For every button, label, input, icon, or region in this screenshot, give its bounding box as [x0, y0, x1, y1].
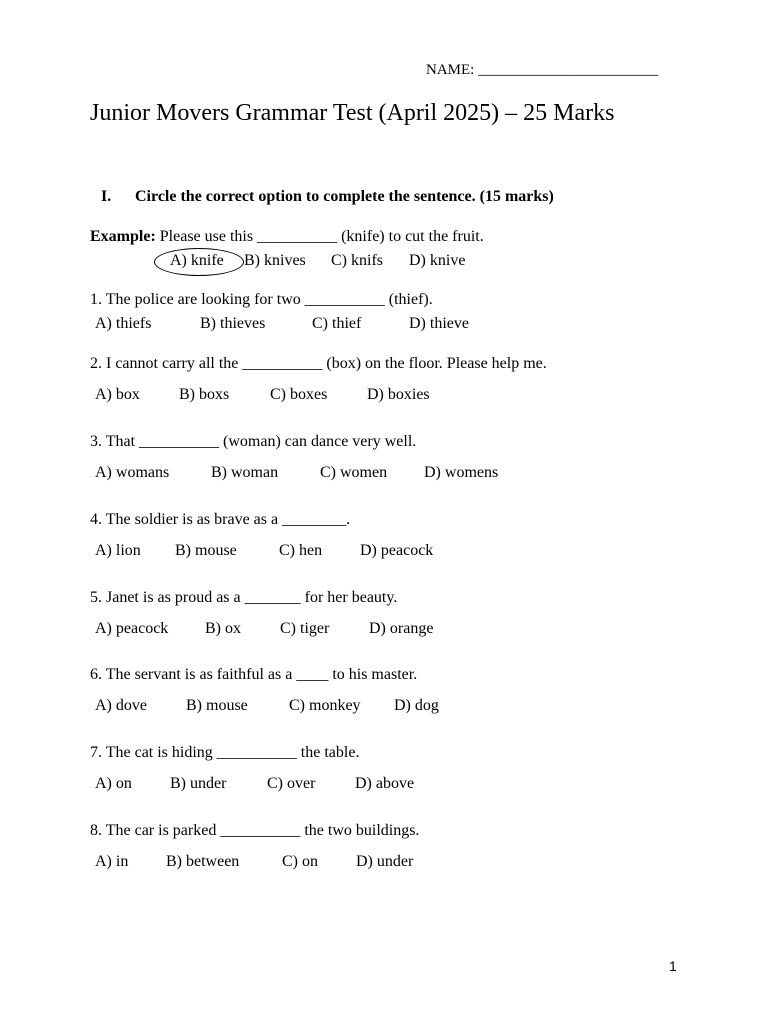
q1-option-b[interactable]: B) thieves: [200, 315, 266, 332]
q1-option-a[interactable]: A) thiefs: [95, 315, 152, 332]
q6-option-b[interactable]: B) mouse: [186, 697, 248, 714]
q7-option-c[interactable]: C) over: [267, 775, 316, 792]
q4-option-b[interactable]: B) mouse: [175, 542, 237, 559]
question-2: 2. I cannot carry all the __________ (box) on the floor. Please help me.: [90, 355, 547, 372]
question-5-options: [95, 620, 695, 642]
example-option-b[interactable]: B) knives: [244, 252, 306, 269]
q8-option-a[interactable]: A) in: [95, 853, 129, 870]
q5-option-c[interactable]: C) tiger: [280, 620, 330, 637]
q6-option-d[interactable]: D) dog: [394, 697, 439, 714]
example-option-a[interactable]: A) knife: [170, 252, 224, 269]
example-option-d[interactable]: D) knive: [409, 252, 466, 269]
q2-option-c[interactable]: C) boxes: [270, 386, 328, 403]
q4-option-d[interactable]: D) peacock: [360, 542, 434, 559]
question-6: 6. The servant is as faithful as a ____ to his master.: [90, 666, 418, 683]
example-options: [95, 252, 695, 274]
q6-option-c[interactable]: C) monkey: [289, 697, 361, 714]
q7-option-b[interactable]: B) under: [170, 775, 227, 792]
q5-option-a[interactable]: A) peacock: [95, 620, 169, 637]
q2-option-a[interactable]: A) box: [95, 386, 140, 403]
question-6-options: [95, 697, 695, 719]
question-7-options: [95, 775, 695, 797]
example-sentence: [90, 228, 484, 246]
example-label: Example:: [90, 228, 156, 245]
question-4-options: [95, 542, 695, 564]
section-instruction: Circle the correct option to complete the sentence. (15 marks): [135, 188, 554, 205]
question-8-options: [95, 853, 695, 875]
page-number: 1: [669, 958, 677, 974]
question-3-options: [95, 464, 695, 486]
example-text: Please use this __________ (knife) to cut the fruit.: [155, 228, 484, 245]
q8-option-b[interactable]: B) between: [166, 853, 240, 870]
q8-option-d[interactable]: D) under: [356, 853, 414, 870]
q2-option-b[interactable]: B) boxs: [179, 386, 230, 403]
question-8: 8. The car is parked __________ the two buildings.: [90, 822, 420, 839]
q7-option-a[interactable]: A) on: [95, 775, 132, 792]
page-title: Junior Movers Grammar Test (April 2025) – 25 Marks: [90, 100, 615, 126]
q5-option-d[interactable]: D) orange: [369, 620, 434, 637]
question-7: 7. The cat is hiding __________ the table.: [90, 744, 360, 761]
example-option-c[interactable]: C) knifs: [331, 252, 383, 269]
question-2-options: [95, 386, 695, 408]
q3-option-d[interactable]: D) womens: [424, 464, 499, 481]
question-5: 5. Janet is as proud as a _______ for her beauty.: [90, 589, 398, 606]
q4-option-a[interactable]: A) lion: [95, 542, 141, 559]
q3-option-a[interactable]: A) womans: [95, 464, 170, 481]
q7-option-d[interactable]: D) above: [355, 775, 415, 792]
name-field-line: NAME: ________________________: [426, 62, 659, 78]
q1-option-d[interactable]: D) thieve: [409, 315, 469, 332]
section-number: I.: [101, 188, 112, 205]
q2-option-d[interactable]: D) boxies: [367, 386, 430, 403]
question-1: 1. The police are looking for two __________ (thief).: [90, 291, 433, 308]
q5-option-b[interactable]: B) ox: [205, 620, 241, 637]
q6-option-a[interactable]: A) dove: [95, 697, 147, 714]
question-3: 3. That __________ (woman) can dance very well.: [90, 433, 417, 450]
q8-option-c[interactable]: C) on: [282, 853, 318, 870]
q4-option-c[interactable]: C) hen: [279, 542, 323, 559]
q1-option-c[interactable]: C) thief: [312, 315, 362, 332]
q3-option-b[interactable]: B) woman: [211, 464, 279, 481]
question-1-options: [95, 315, 695, 337]
question-4: 4. The soldier is as brave as a ________.: [90, 511, 351, 528]
q3-option-c[interactable]: C) women: [320, 464, 388, 481]
